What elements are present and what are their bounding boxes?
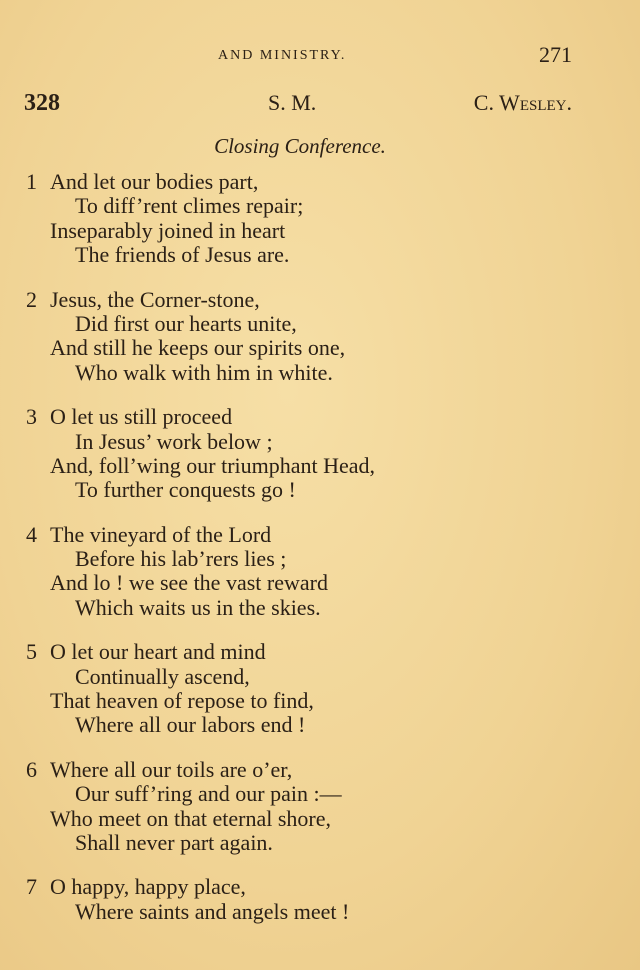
stanza-line: To further conquests go ! [75, 477, 296, 503]
hymn-author: C. Wesley. [473, 90, 572, 115]
line-text: O let our heart and mind [50, 639, 266, 665]
stanza-line [0, 170, 640, 194]
stanza-line [0, 288, 640, 312]
stanza-line: Which waits us in the skies. [75, 594, 321, 620]
stanza-line: Did first our hearts unite, [75, 310, 297, 336]
running-head: AND MINISTRY. [218, 48, 347, 63]
stanza-7 [0, 875, 640, 924]
line-text: O let us still proceed [50, 404, 233, 430]
hymn-meter: S. M. [268, 90, 317, 115]
stanzas [0, 170, 640, 944]
stanza-2 [0, 288, 640, 386]
page-header [0, 42, 640, 72]
stanza-line: And still he keeps our spirits one, [50, 335, 346, 361]
line-text: O happy, happy place, [50, 874, 246, 900]
hymn-number: 328 [24, 90, 60, 116]
stanza-1 [0, 170, 640, 268]
stanza-number: 5 [26, 639, 37, 665]
hymn-heading [0, 90, 640, 120]
stanza-number: 1 [26, 169, 37, 194]
stanza-line [0, 758, 640, 782]
stanza-line [0, 523, 640, 547]
stanza-line: Where saints and angels meet ! [75, 898, 350, 924]
stanza-3 [0, 405, 640, 503]
stanza-line: And lo ! we see the vast reward [50, 570, 328, 596]
stanza-line: Our suff’ring and our pain :— [75, 781, 342, 807]
line-text: And let our bodies part, [50, 169, 259, 194]
line-text: The vineyard of the Lord [50, 521, 272, 547]
stanza-5 [0, 640, 640, 738]
stanza-line [0, 405, 640, 429]
stanza-line: Who walk with him in white. [75, 359, 333, 385]
stanza-line: In Jesus’ work below ; [75, 428, 273, 454]
stanza-line: Who meet on that eternal shore, [50, 805, 332, 831]
stanza-line: That heaven of repose to find, [50, 688, 314, 714]
stanza-line: To diff’rent climes repair; [75, 193, 304, 219]
stanza-line [0, 640, 640, 664]
stanza-number: 6 [26, 756, 37, 782]
stanza-line: Continually ascend, [75, 663, 250, 689]
hymn-title: Closing Conference. [214, 134, 386, 158]
stanza-line: Inseparably joined in heart [50, 217, 286, 243]
page-number: 271 [539, 42, 572, 67]
line-text: Jesus, the Corner-stone, [50, 286, 260, 312]
stanza-number: 7 [26, 874, 37, 900]
stanza-number: 2 [26, 286, 37, 312]
stanza-line: Where all our labors end ! [75, 712, 306, 738]
stanza-4 [0, 523, 640, 621]
line-text: Where all our toils are o’er, [50, 756, 293, 782]
stanza-line: And, foll’wing our triumphant Head, [50, 452, 376, 478]
stanza-line: Shall never part again. [75, 829, 273, 855]
stanza-6 [0, 758, 640, 856]
stanza-number: 3 [26, 404, 37, 430]
stanza-line: The friends of Jesus are. [75, 242, 290, 268]
stanza-line: Before his lab’rers lies ; [75, 546, 287, 572]
stanza-number: 4 [26, 521, 37, 547]
stanza-line [0, 875, 640, 899]
